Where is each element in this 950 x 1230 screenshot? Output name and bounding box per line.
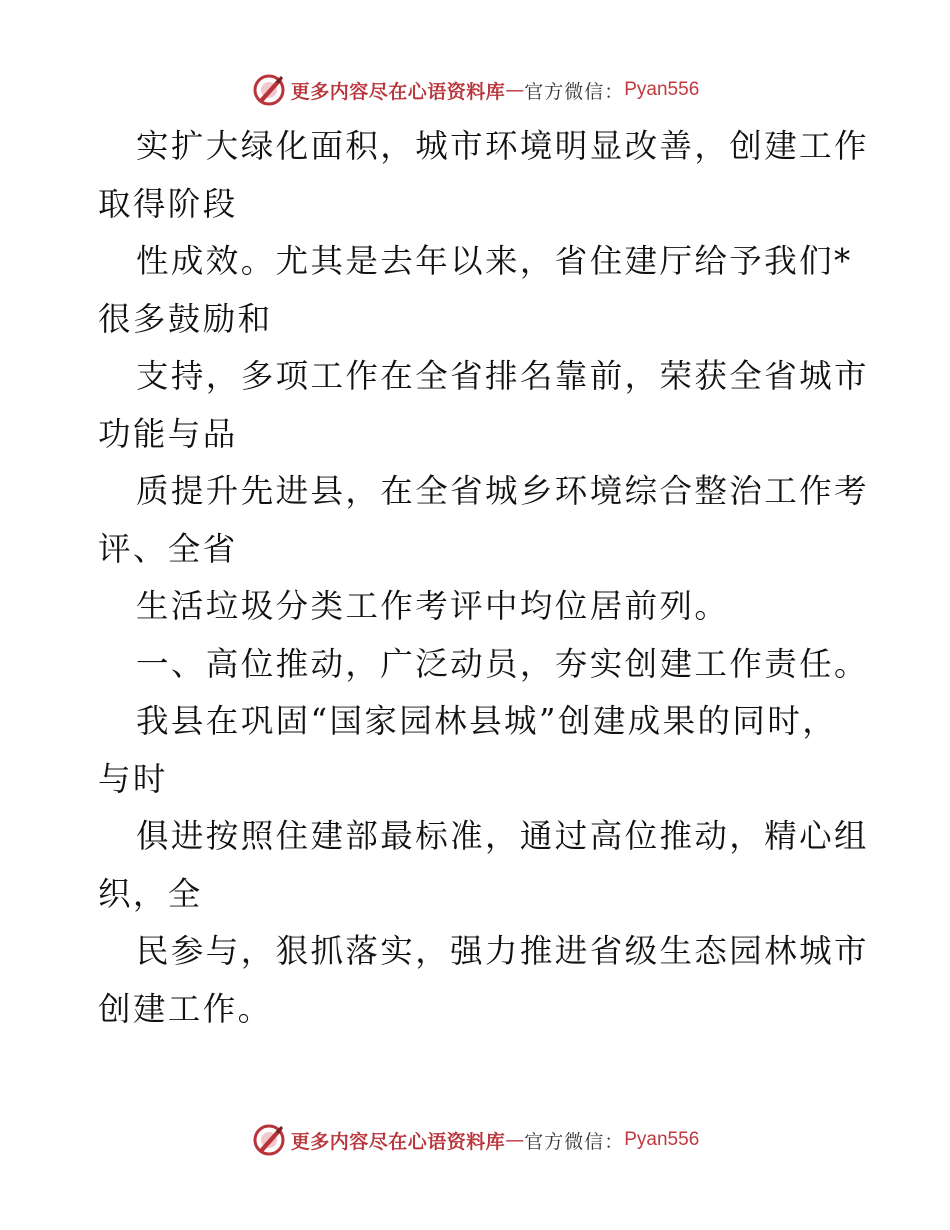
document-body <box>98 118 868 1038</box>
body-line: 织，全 <box>98 874 203 913</box>
footer-site-name: 更多内容尽在心语资料库 <box>290 1130 506 1153</box>
body-line: 创建工作。 <box>98 989 273 1028</box>
body-line: 我县在巩固“国家园林县城”创建成果的同时， <box>136 702 838 740</box>
body-line: 很多鼓励和 <box>98 299 273 338</box>
footer-separator: — <box>505 1129 525 1151</box>
body-line: 俱进按照住建部最标准，通过高位推动，精心组 <box>136 817 869 855</box>
body-line: 与时 <box>98 759 168 798</box>
body-line: 取得阶段 <box>98 184 238 223</box>
body-line: 质提升先进县，在全省城乡环境综合整治工作考 <box>136 472 869 510</box>
logo-icon <box>251 1122 287 1158</box>
body-line: 一、高位推动，广泛动员，夯实创建工作责任。 <box>136 644 869 683</box>
logo-icon <box>251 72 287 108</box>
footer-banner <box>0 1120 950 1160</box>
body-line: 性成效。尤其是去年以来，省住建厅给予我们* <box>136 242 853 280</box>
header-wechat-label: 官方微信： <box>524 80 625 103</box>
body-line: 生活垃圾分类工作考评中均位居前列。 <box>136 587 730 625</box>
header-separator: — <box>505 79 525 101</box>
header-banner <box>0 70 950 110</box>
body-line: 功能与品 <box>98 414 238 453</box>
body-line: 民参与，狠抓落实，强力推进省级生态园林城市 <box>136 932 869 970</box>
body-line: 评、全省 <box>98 529 238 568</box>
body-line: 实扩大绿化面积，城市环境明显改善，创建工作 <box>136 127 869 165</box>
body-line: 支持，多项工作在全省排名靠前，荣获全省城市 <box>136 357 869 395</box>
header-site-name: 更多内容尽在心语资料库 <box>290 80 506 103</box>
header-wechat-id: Pyan556 <box>624 79 700 100</box>
footer-wechat-label: 官方微信： <box>524 1130 625 1153</box>
footer-wechat-id: Pyan556 <box>624 1129 700 1150</box>
